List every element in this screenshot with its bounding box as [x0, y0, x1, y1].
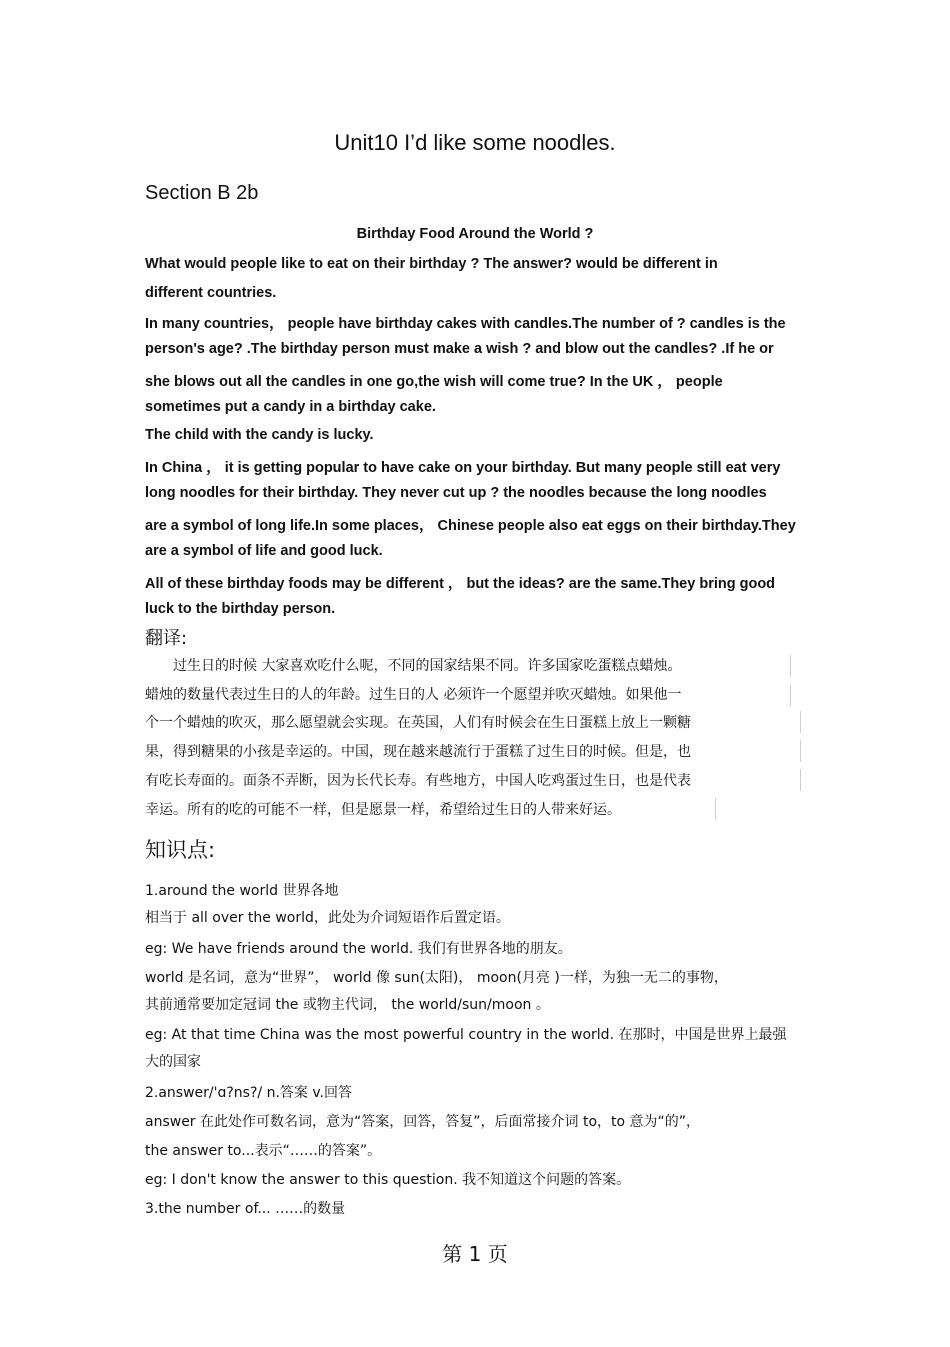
knowledge-line: eg: I don't know the answer to this question. 我不知道这个问题的答案。	[145, 1172, 631, 1188]
page-title: Unit10 I’d like some noodles.	[334, 130, 616, 155]
knowledge-line: answer 在此处作可数名词，意为“答案，回答，答复”，后面常接介词 to，to 意为“的”，	[145, 1114, 701, 1130]
knowledge-line: the answer to...表示“……的答案”。	[145, 1143, 382, 1159]
passage-line: In China ， it is getting popular to have cake on your birthday. But many people still eat very	[145, 460, 781, 476]
translation-line: 幸运。所有的吃的可能不一样，但是愿景一样，希望给过生日的人带来好运。	[145, 802, 621, 818]
passage-line: long noodles for their birthday. They never cut up ? the noodles because the long noodles	[145, 485, 767, 501]
knowledge-line: 相当于 all over the world，此处为介词短语作后置定语。	[145, 910, 510, 926]
translation-line: 过生日的时候 大家喜欢吃什么呢，不同的国家结果不同。许多国家吃蛋糕点蜡烛。	[145, 658, 682, 674]
divider	[790, 655, 791, 677]
passage-line: she blows out all the candles in one go,the wish will come true? In the UK ， people	[145, 374, 723, 390]
passage-line: In many countries， people have birthday cakes with candles.The number of ? candles is the	[145, 316, 786, 332]
knowledge-line: world 是名词，意为“世界”， world 像 sun(太阳)， moon(月亮 )一样，为独一无二的事物，	[145, 970, 728, 986]
translation-line: 个一个蜡烛的吹灭，那么愿望就会实现。在英国，人们有时候会在生日蛋糕上放上一颗糖	[145, 715, 691, 731]
passage-line: person's age? .The birthday person must make a wish ? and blow out the candles? .If he or	[145, 341, 774, 357]
passage-line: are a symbol of long life.In some places， Chinese people also eat eggs on their birthday.They	[145, 518, 796, 534]
divider	[790, 684, 791, 706]
knowledge-line: eg: We have friends around the world. 我们有世界各地的朋友。	[145, 941, 572, 957]
knowledge-line: 其前通常要加定冠词 the 或物主代词， the world/sun/moon 。	[145, 997, 550, 1013]
knowledge-heading: 知识点:	[145, 838, 216, 862]
divider	[800, 711, 801, 733]
divider	[800, 740, 801, 762]
passage-line: All of these birthday foods may be different ， but the ideas? are the same.They bring good	[145, 576, 776, 592]
page-footer: 第 1 页	[442, 1242, 508, 1266]
knowledge-line: 2.answer/'ɑ?ns?/ n.答案 v.回答	[145, 1085, 352, 1101]
knowledge-line: 3.the number of... ……的数量	[145, 1201, 346, 1217]
passage-line: different countries.	[145, 285, 277, 301]
translation-line: 果，得到糖果的小孩是幸运的。中国，现在越来越流行于蛋糕了过生日的时候。但是，也	[145, 744, 691, 760]
passage-line: What would people like to eat on their birthday ? The answer? would be different in	[145, 256, 718, 272]
divider	[800, 769, 801, 791]
passage-line: are a symbol of life and good luck.	[145, 543, 383, 559]
translation-line: 蜡烛的数量代表过生日的人的年龄。过生日的人 必须许一个愿望并吹灭蜡烛。如果他一	[145, 687, 682, 703]
passage-line: The child with the candy is lucky.	[145, 427, 374, 443]
translation-heading: 翻译:	[145, 628, 188, 649]
knowledge-line: 1.around the world 世界各地	[145, 883, 339, 899]
translation-line: 有吃长寿面的。面条不弄断，因为长代长寿。有些地方，中国人吃鸡蛋过生日，也是代表	[145, 773, 691, 789]
section-heading: Section B 2b	[145, 182, 259, 204]
passage-title: Birthday Food Around the World ?	[356, 226, 594, 242]
divider	[715, 798, 716, 820]
passage-line: luck to the birthday person.	[145, 601, 336, 617]
knowledge-line: 大的国家	[145, 1054, 201, 1070]
passage-line: sometimes put a candy in a birthday cake.	[145, 399, 436, 415]
knowledge-line: eg: At that time China was the most powerful country in the world. 在那时，中国是世界上最强	[145, 1027, 787, 1043]
